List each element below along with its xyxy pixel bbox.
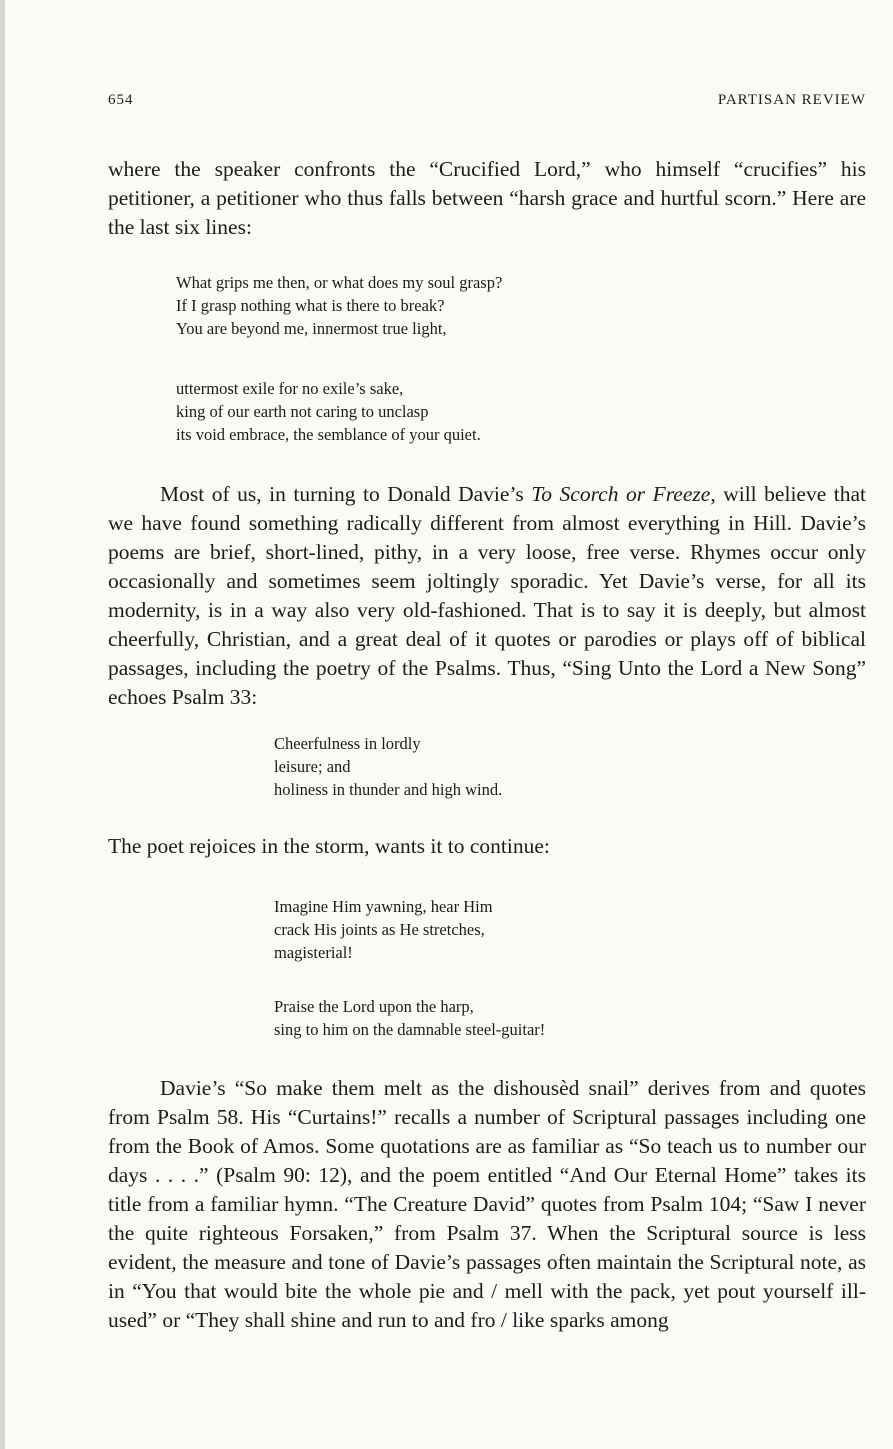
verse-line: magisterial! [274, 943, 353, 962]
verse-quote-1-stanza-1 [176, 271, 502, 340]
verse-line: sing to him on the damnable steel-guitar! [274, 1020, 546, 1039]
verse-quote-3-stanza-1 [274, 895, 493, 964]
verse-line: king of our earth not caring to unclasp [176, 402, 429, 421]
paragraph-2-body: , will believe that we have found something radically different from almost everything in Hill. Davie’s poems are brief, short-lined, pithy, in a very loose, free verse. Rhymes occur only occasionally and sometimes seem joltingly sporadic. Yet Davie’s verse, for all its modernity, is in a way also very old-fashioned. That is to say it is deeply, but almost cheerfully, Christian, and a great deal of it quotes or parodies or plays off of biblical passages, including the poetry of the Psalms. Thus, “Sing Unto the Lord a New Song” echoes Psalm 33: [108, 482, 867, 709]
paragraph-2 [108, 480, 866, 712]
paragraph-4-body: Davie’s “So make them melt as the dishousèd snail” derives from and quotes from Psalm 58. His “Curtains!” recalls a number of Scriptural passages including one from the Book of Amos. Some quotations are as familiar as “So teach us to number our days . . . .” (Psalm 90: 12), and the poem entitled “And Our Eternal Home” takes its title from a familiar hymn. “The Creature David” quotes from Psalm 104; “Saw I never the quite righteous Forsaken,” from Psalm 37. When the Scriptural source is less evident, the measure and tone of Davie’s passages often maintain the Scriptural note, as in “You that would bite the whole pie and / mell with the pack, yet pout yourself ill-used” or “They shall shine and run to and fro / like sparks among [108, 1076, 866, 1332]
paragraph-1: where the speaker confronts the “Crucified Lord,” who himself “crucifies” his petitioner, a petitioner who thus falls between “harsh grace and hurtful scorn.” Here are the last six lines: [108, 157, 866, 239]
verse-line: Imagine Him yawning, hear Him [274, 897, 493, 916]
verse-line: uttermost exile for no exile’s sake, [176, 379, 404, 398]
verse-line: You are beyond me, innermost true light, [176, 319, 447, 338]
verse-line: leisure; and [274, 757, 351, 776]
verse-line: Cheerfulness in lordly [274, 734, 421, 753]
verse-quote-2 [274, 732, 502, 801]
verse-quote-1-stanza-2 [176, 377, 481, 446]
paragraph-2-lead: Most of us, in turning to Donald Davie’s [160, 482, 532, 506]
verse-line: If I grasp nothing what is there to break? [176, 296, 445, 315]
book-title: To Scorch or Freeze [531, 482, 711, 506]
verse-line: What grips me then, or what does my soul grasp? [176, 273, 503, 292]
paragraph-3: The poet rejoices in the storm, wants it to continue: [108, 834, 550, 858]
verse-line: Praise the Lord upon the harp, [274, 997, 474, 1016]
journal-title: PARTISAN REVIEW [717, 92, 866, 108]
page-edge-shadow [0, 0, 5, 1449]
verse-line: its void embrace, the semblance of your quiet. [176, 425, 481, 444]
running-header [108, 92, 866, 114]
paragraph-4 [108, 1074, 866, 1335]
verse-line: crack His joints as He stretches, [274, 920, 485, 939]
verse-quote-3-stanza-2 [274, 995, 545, 1041]
page-number: 654 [108, 92, 134, 108]
verse-line: holiness in thunder and high wind. [274, 780, 503, 799]
